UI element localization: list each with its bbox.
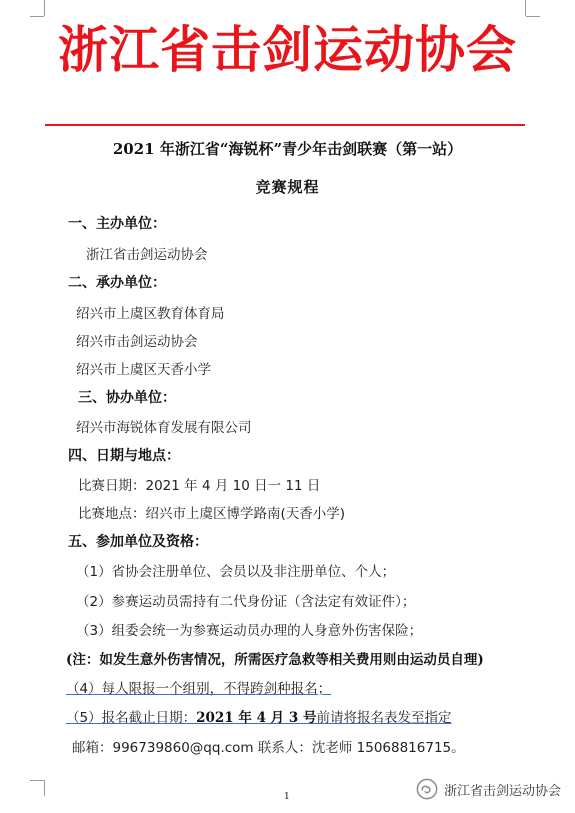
deadline-suffix: 前请将报名表发至指定 (316, 710, 452, 726)
organization-title: 浙江省击剑运动协会 (58, 21, 517, 79)
eligibility-item: （1）省协会注册单位、会员以及非注册单位、个人； (76, 564, 396, 580)
host-item: 绍兴市击剑运动协会 (76, 334, 198, 350)
watermark-text: 浙江省击剑运动协会 (443, 783, 561, 799)
section-heading-coorganizer: 三、协办单位： (78, 390, 176, 406)
host-item: 绍兴市上虞区天香小学 (76, 362, 211, 378)
section-heading-host: 二、承办单位： (68, 275, 166, 291)
red-divider (45, 124, 525, 126)
document-subtitle: 竞赛规程 (255, 178, 320, 196)
section-heading-eligibility: 五、参加单位及资格： (68, 534, 208, 550)
eligibility-item: （3）组委会统一为参赛运动员办理的人身意外伤害保险； (76, 623, 423, 639)
section-heading-organizer: 一、主办单位： (68, 216, 166, 232)
crop-mark-top-right-v (525, 0, 526, 16)
crop-mark-top-left-h (30, 16, 44, 17)
crop-mark-bottom-left-v (44, 780, 45, 796)
registration-deadline (66, 706, 451, 726)
deadline-date: 2021 年 4 月 3 号 (196, 710, 317, 726)
deadline-prefix: （5）报名截止日期： (66, 710, 197, 726)
contact-line: 邮箱：996739860@qq.com 联系人：沈老师 15068816715。 (72, 740, 465, 756)
crop-mark-top-left-v (44, 0, 45, 16)
insurance-note: (注：如发生意外伤害情况，所需医疗急救等相关费用则由运动员自理) (66, 652, 484, 668)
wechat-official-account-icon (416, 778, 438, 800)
host-item: 绍兴市上虞区教育体育局 (76, 306, 225, 322)
match-date: 比赛日期：2021 年 4 月 10 日一 11 日 (78, 478, 321, 494)
eligibility-item: （4）每人限报一个组别，不得跨剑种报名； (66, 681, 332, 697)
section-heading-date-venue: 四、日期与地点： (68, 448, 180, 464)
crop-mark-bottom-left-h (30, 780, 44, 781)
organizer-item: 浙江省击剑运动协会 (86, 247, 208, 263)
watermark (416, 778, 561, 800)
match-venue: 比赛地点：绍兴市上虞区博学路南(天香小学) (78, 506, 346, 522)
document-title: 2021 年浙江省“海锐杯”青少年击剑联赛（第一站） (112, 140, 463, 158)
eligibility-item: （2）参赛运动员需持有二代身份证（含法定有效证件）； (76, 594, 416, 610)
page-number: 1 (284, 792, 290, 802)
crop-mark-top-right-h (526, 16, 540, 17)
coorganizer-item: 绍兴市海锐体育发展有限公司 (76, 420, 252, 436)
